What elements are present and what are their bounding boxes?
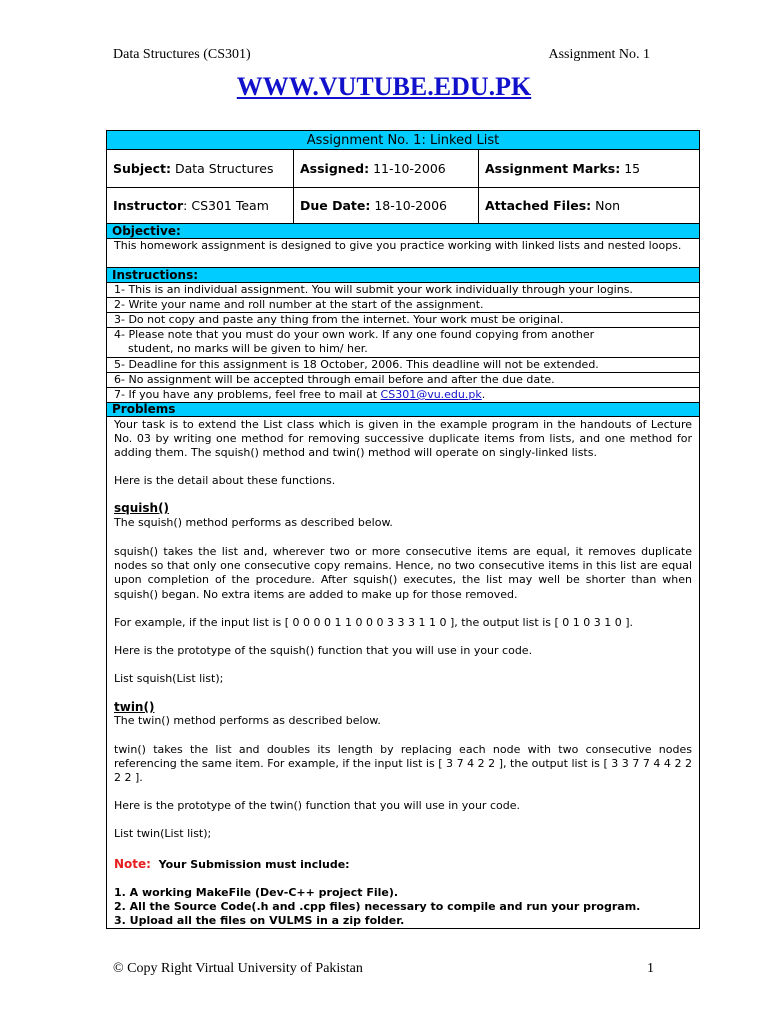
header-course: Data Structures (CS301): [113, 47, 251, 62]
squish-long: squish() takes the list and, wherever two or more consecutive items are equal, it removes duplicate nodes so that only one consecutive copy remains. Hence, no two consecutive items in this list are equal upon completion of the procedure. After squish() executes, the list may well be shorter than when squish() began. No extra items are added to make up for those removed.: [114, 545, 692, 601]
due-value: 18-10-2006: [370, 198, 447, 213]
attached-files-cell: [478, 188, 699, 223]
files-label: Attached Files:: [485, 198, 592, 213]
objective-label: Objective:: [107, 224, 699, 239]
marks-label: Assignment Marks:: [485, 161, 621, 176]
subject-cell: [107, 150, 293, 187]
assignment-frame: [106, 130, 700, 929]
objective-text: This homework assignment is designed to give you practice working with linked lists and nested loops.: [107, 239, 699, 268]
info-row-1: [107, 150, 699, 188]
info-row-2: [107, 188, 699, 224]
squish-title: squish(): [114, 501, 170, 515]
marks-cell: [478, 150, 699, 187]
instruction-4-line-2: student, no marks will be given to him/ her.: [114, 342, 368, 355]
instructions-label: Instructions:: [107, 268, 699, 283]
note-text: Your Submission must include:: [150, 858, 350, 871]
instructor-value: : CS301 Team: [183, 198, 269, 213]
instruction-7: [107, 388, 699, 403]
twin-proto-intro: Here is the prototype of the twin() function that you will use in your code.: [114, 799, 520, 812]
problems-label: Problems: [107, 403, 699, 417]
subject-label: Subject:: [113, 161, 171, 176]
instruction-4: [107, 328, 699, 358]
note-label: Note:: [114, 857, 151, 871]
submission-3: 3. Upload all the files on VULMS in a zip folder.: [114, 914, 405, 927]
twin-desc: The twin() method performs as described below.: [114, 714, 381, 727]
squish-example: For example, if the input list is [ 0 0 0 0 1 1 0 0 0 3 3 3 1 1 0 ], the output list is [ 0 1 0 3 1 0 ].: [114, 616, 634, 629]
problems-detail: Here is the detail about these functions.: [114, 474, 336, 487]
instruction-6: 6- No assignment will be accepted through email before and after the due date.: [107, 373, 699, 388]
submission-2: 2. All the Source Code(.h and .cpp files) necessary to compile and run your program.: [114, 900, 641, 913]
squish-proto: List squish(List list);: [114, 672, 224, 685]
site-link[interactable]: WWW.VUTUBE.EDU.PK: [236, 72, 532, 101]
header-assignment: Assignment No. 1: [548, 47, 650, 62]
submission-1: 1. A working MakeFile (Dev-C++ project File).: [114, 886, 399, 899]
problems-intro: Your task is to extend the List class which is given in the example program in the handouts of Lecture No. 03 by writing one method for removing successive duplicate items from lists, and one method for adding them. The squish() method and twin() method will operate on singly-linked lists.: [114, 418, 692, 460]
footer-page-number: 1: [647, 961, 654, 976]
due-label: Due Date:: [300, 198, 371, 213]
instruction-7-suffix: .: [481, 388, 486, 401]
assignment-title: Assignment No. 1: Linked List: [107, 131, 699, 150]
squish-heading: [107, 501, 699, 516]
twin-heading: [107, 700, 699, 715]
squish-desc: The squish() method performs as described below.: [114, 516, 393, 529]
note-line: [107, 857, 699, 872]
marks-value: 15: [620, 161, 641, 176]
instructor-label: Instructor: [113, 198, 184, 213]
footer-copyright: © Copy Right Virtual University of Pakistan: [113, 961, 363, 976]
due-date-cell: [293, 188, 478, 223]
twin-proto: List twin(List list);: [114, 827, 212, 840]
twin-title: twin(): [114, 700, 155, 714]
instruction-4-line-1: 4- Please note that you must do your own work. If any one found copying from another: [114, 328, 595, 341]
instruction-7-text: 7- If you have any problems, feel free to mail at: [114, 388, 381, 401]
files-value: Non: [591, 198, 621, 213]
assigned-cell: [293, 150, 478, 187]
instructor-cell: [107, 188, 293, 223]
email-link[interactable]: CS301@vu.edu.pk: [380, 388, 482, 401]
instruction-3: 3- Do not copy and paste any thing from the internet. Your work must be original.: [107, 313, 699, 328]
assigned-label: Assigned:: [300, 161, 370, 176]
instruction-5: 5- Deadline for this assignment is 18 October, 2006. This deadline will not be extended.: [107, 358, 699, 373]
assigned-value: 11-10-2006: [369, 161, 446, 176]
subject-value: Data Structures: [171, 161, 274, 176]
instruction-2: 2- Write your name and roll number at the start of the assignment.: [107, 298, 699, 313]
twin-long: twin() takes the list and doubles its length by replacing each node with two consecutive nodes referencing the same item. For example, if the input list is [ 3 7 4 2 2 ], the output list is [ 3 3 7 7 4 4 2 2 2 2 ].: [114, 743, 692, 785]
squish-proto-intro: Here is the prototype of the squish() function that you will use in your code.: [114, 644, 533, 657]
instruction-1: 1- This is an individual assignment. You will submit your work individually through your logins.: [107, 283, 699, 298]
